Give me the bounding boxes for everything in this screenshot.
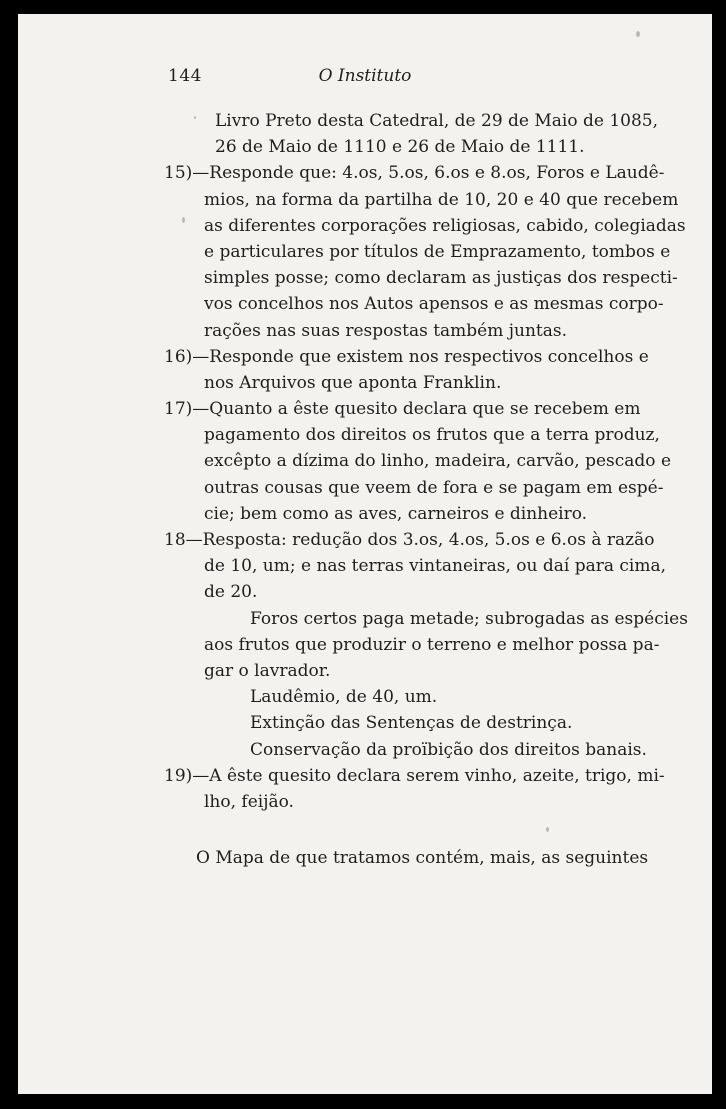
text-line: Foros certos paga metade; subrogadas as espécies — [250, 608, 688, 629]
text-line: simples posse; como declaram as justiças dos respecti- — [204, 268, 678, 289]
text-line: e particulares por títulos de Emprazamento, tombos e — [204, 241, 671, 262]
item-17-text-line: 17)—Quanto a êste quesito declara que se recebem em — [164, 399, 641, 420]
paper-spot — [636, 31, 640, 37]
page-header — [18, 66, 712, 92]
paper-spot — [182, 217, 185, 223]
text-line: de 10, um; e nas terras vintaneiras, ou daí para cima, — [204, 556, 667, 577]
page-body — [164, 108, 688, 871]
running-title: O Instituto — [318, 66, 412, 86]
text-line: vos concelhos nos Autos apensos e as mesmas corpo- — [204, 294, 664, 315]
text-line: nos Arquivos que aponta Franklin. — [204, 372, 502, 393]
book-page — [18, 14, 712, 1094]
text-line: as diferentes corporações religiosas, cabido, colegiadas — [204, 215, 686, 236]
text-line: de 20. — [204, 582, 258, 603]
text-line: mios, na forma da partilha de 10, 20 e 40 que recebem — [204, 189, 679, 210]
text-line: outras cousas que veem de fora e se pagam em espé- — [204, 477, 664, 498]
page-number: 144 — [168, 66, 202, 86]
item-18-text-line: 18—Resposta: redução dos 3.os, 4.os, 5.os e 6.os à razão — [164, 530, 655, 550]
text-line: excêpto a dízima do linho, madeira, carvão, pescado e — [204, 451, 672, 472]
text-line: O Mapa de que tratamos contém, mais, as seguintes — [196, 848, 649, 869]
paragraph-gap — [164, 815, 640, 845]
text-line: cie; bem como as aves, carneiros e dinheiro. — [204, 503, 588, 524]
paper-spot — [546, 827, 549, 832]
text-line: 26 de Maio de 1110 e 26 de Maio de 1111. — [215, 137, 585, 158]
text-line: Extinção das Sentenças de destrinça. — [250, 713, 573, 734]
text-line: pagamento dos direitos os frutos que a terra produz, — [204, 425, 660, 446]
item-19-text-line: 19)—A êste quesito declara serem vinho, azeite, trigo, mi- — [164, 765, 665, 786]
item-15-text-line: 15)—Responde que: 4.os, 5.os, 6.os e 8.os, Foros e Laudê- — [164, 163, 665, 184]
text-line: Laudêmio, de 40, um. — [250, 687, 438, 708]
text-line: Conservação da proïbição dos direitos banais. — [250, 739, 647, 760]
paper-spot — [194, 116, 196, 119]
text-line: lho, feijão. — [204, 791, 294, 812]
item-16-text-line: 16)—Responde que existem nos respectivos concelhos e — [164, 346, 649, 367]
text-line: aos frutos que produzir o terreno e melhor possa pa- — [204, 634, 660, 655]
text-line: gar o lavrador. — [204, 660, 331, 681]
text-line: Livro Preto desta Catedral, de 29 de Maio de 1085, — [215, 111, 659, 131]
text-line: rações nas suas respostas também juntas. — [204, 320, 568, 341]
